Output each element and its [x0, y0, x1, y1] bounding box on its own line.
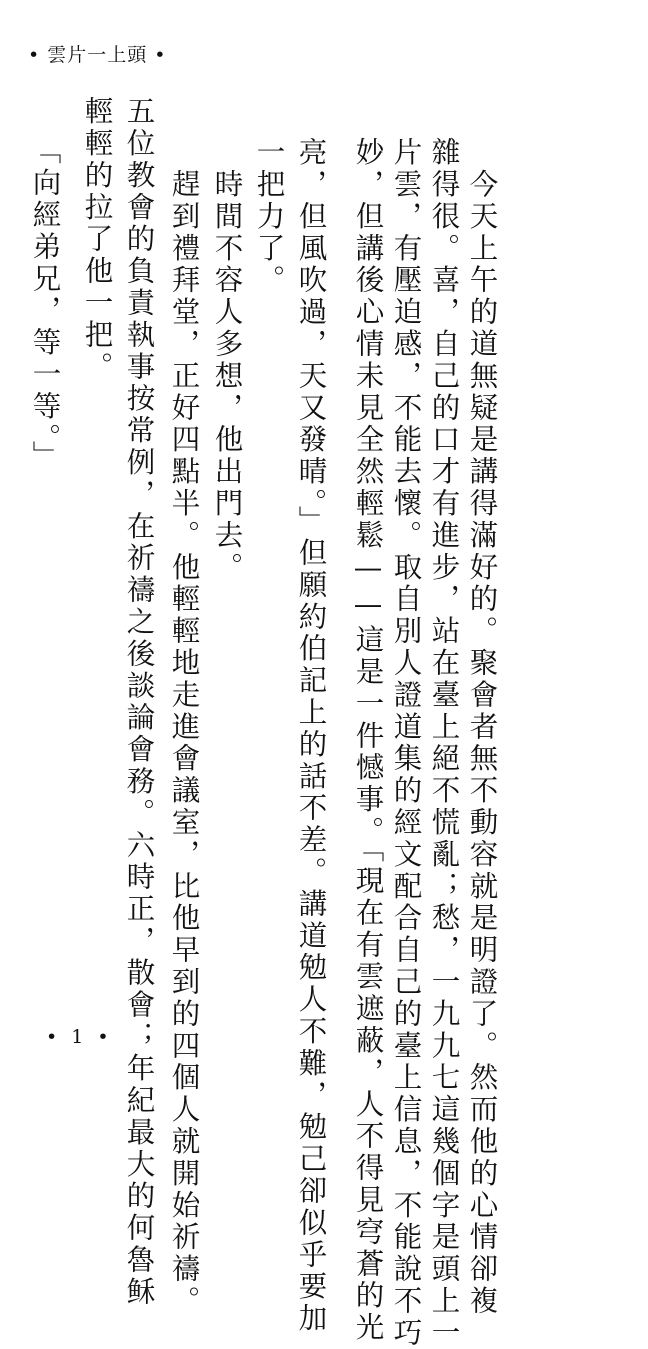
- text-column-9: 五位教會的負責執事按常例，在祈禱之後談論會務。六時正，散會；年紀最大的何魯稣: [122, 96, 156, 1309]
- text-column-4: 妙，但講後心情未見全然輕鬆——這是一件憾事。「現在有雲遮蔽，人不得見穹蒼的光: [351, 137, 385, 1344]
- running-header: • 雲片一上頭 •: [28, 44, 167, 66]
- text-column-8: 趕到禮拜堂，正好四點半。他輕輕地走進會議室，比他早到的四個人就開始祈禱。: [167, 137, 201, 1318]
- text-column-10: 輕輕的拉了他一把。: [80, 96, 114, 384]
- text-column-5: 亮，但風吹過，天又發晴。」但願約伯記上的話不差。講道勉人不難，勉己卻似乎要加: [294, 137, 328, 1335]
- text-column-1: 今天上午的道無疑是講得滿好的。聚會者無不動容就是明證了。然而他的心情卻複: [465, 137, 499, 1318]
- text-column-6: 一把力了。: [252, 137, 286, 297]
- text-column-7: 時間不容人多想，他出門去。: [210, 137, 244, 584]
- text-column-3: 片雲，有壓迫感，不能去懷。取自別人證道集的經文配合自己的臺上信息，不能說不巧: [389, 137, 423, 1349]
- page-number: • 1 •: [46, 1026, 113, 1048]
- text-column-11: 「向經弟兄，等一等。」: [28, 118, 62, 473]
- text-column-2: 雜得很。喜，自己的口才有進步，站在臺上絕不慌亂；愁，一九九七這幾個字是頭上一: [427, 137, 461, 1349]
